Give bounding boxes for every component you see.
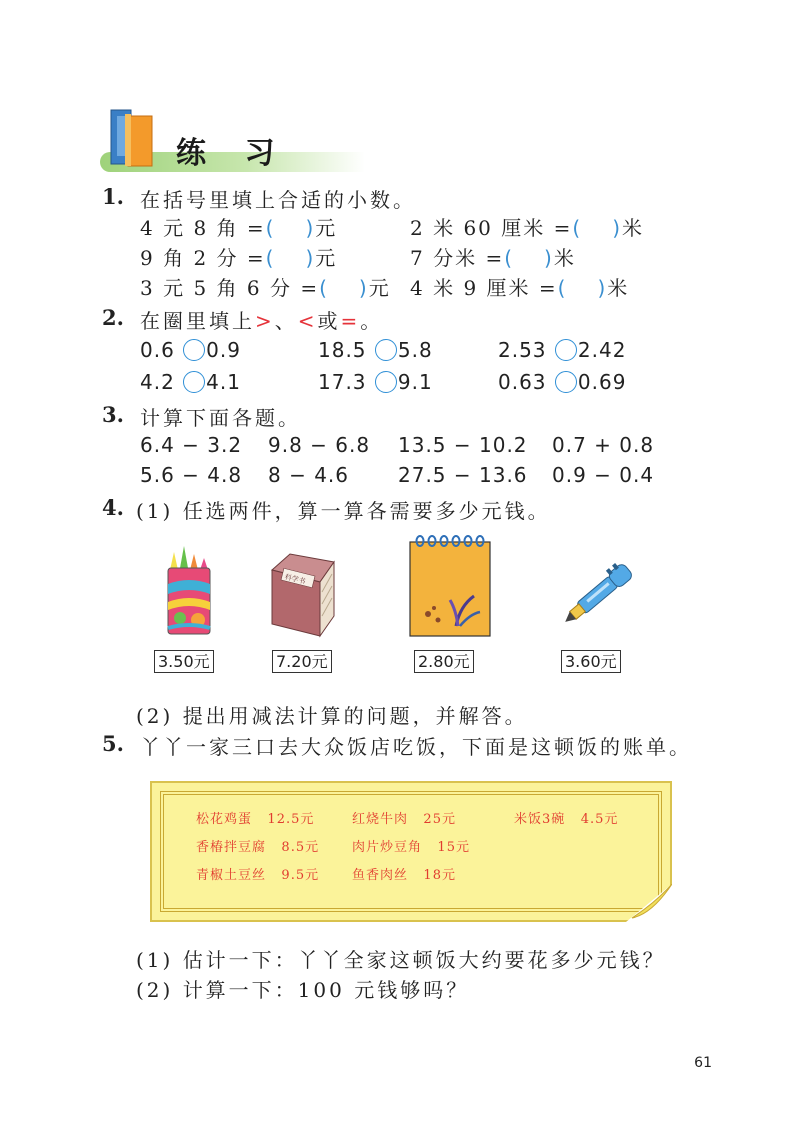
compare-item: 17.3 9.1 [318, 370, 433, 394]
expression: 5.6 − 4.8 [140, 463, 243, 487]
price-tag: 7.20元 [272, 650, 332, 673]
question-4-part1: (1) 任选两件，算一算各需要多少元钱。 [136, 499, 551, 523]
compare-circle[interactable] [555, 339, 577, 361]
question-5-sub2: (2) 计算一下：100 元钱够吗？ [136, 978, 470, 1002]
question-3-text: 计算下面各题。 [140, 406, 301, 430]
compare-circle[interactable] [555, 371, 577, 393]
question-number-4: 4. [102, 495, 124, 520]
price-tag: 3.60元 [561, 650, 621, 673]
expression: 13.5 − 10.2 [398, 433, 528, 457]
q1-row-1-right: 2 米 60 厘米 =( )米 [410, 216, 644, 240]
question-4-part2: (2) 提出用减法计算的问题，并解答。 [136, 704, 528, 728]
bill-item: 松花鸡蛋 12.5元 [196, 812, 315, 827]
bill-item: 红烧牛肉 25元 [352, 812, 456, 827]
q1-row-1-left: 4 元 8 角 =( )元 [140, 216, 338, 240]
q1-row-2-left: 9 角 2 分 =( )元 [140, 246, 338, 270]
expression: 0.7 + 0.8 [552, 433, 655, 457]
page-number: 61 [694, 1055, 712, 1071]
bill-item: 米饭3碗 4.5元 [514, 812, 619, 827]
bill-item: 肉片炒豆角 15元 [352, 840, 470, 855]
question-5-sub1: (1) 估计一下：丫丫全家这顿饭大约要花多少元钱？ [136, 948, 666, 972]
pen-icon [560, 548, 644, 634]
compare-circle[interactable] [375, 339, 397, 361]
book-icon [268, 552, 338, 638]
compare-item: 18.5 5.8 [318, 338, 433, 362]
bill-item: 鱼香肉丝 18元 [352, 868, 456, 883]
expression: 8 − 4.6 [268, 463, 350, 487]
bill-item: 青椒土豆丝 9.5元 [196, 868, 320, 883]
compare-item: 0.6 0.9 [140, 338, 241, 362]
section-title: 练 习 [176, 136, 289, 171]
question-number-2: 2. [102, 305, 124, 330]
question-1-text: 在括号里填上合适的小数。 [140, 188, 416, 212]
question-number-3: 3. [102, 402, 124, 427]
price-tag: 3.50元 [154, 650, 214, 673]
expression: 0.9 − 0.4 [552, 463, 655, 487]
compare-item: 0.63 0.69 [498, 370, 627, 394]
compare-item: 4.2 4.1 [140, 370, 241, 394]
compare-circle[interactable] [375, 371, 397, 393]
question-number-1: 1. [102, 184, 124, 209]
compare-circle[interactable] [183, 339, 205, 361]
expression: 9.8 − 6.8 [268, 433, 371, 457]
notepad-icon [404, 530, 494, 640]
expression: 27.5 − 13.6 [398, 463, 528, 487]
book-cover-label: 科学书 [283, 572, 307, 586]
q1-row-3-right: 4 米 9 厘米 =( )米 [410, 276, 630, 300]
crayons-icon [162, 540, 214, 640]
q1-row-2-right: 7 分米 =( )米 [410, 246, 576, 270]
question-number-5: 5. [102, 731, 124, 756]
expression: 6.4 − 3.2 [140, 433, 243, 457]
question-2-text: 在圈里填上>、<或=。 [140, 309, 384, 333]
page-curl-icon [626, 884, 672, 922]
compare-circle[interactable] [183, 371, 205, 393]
compare-item: 2.53 2.42 [498, 338, 627, 362]
book-stack-icon [108, 106, 156, 168]
bill-item: 香椿拌豆腐 8.5元 [196, 840, 320, 855]
price-tag: 2.80元 [414, 650, 474, 673]
q1-row-3-left: 3 元 5 角 6 分 =( )元 [140, 276, 391, 300]
question-5-text: 丫丫一家三口去大众饭店吃饭，下面是这顿饭的账单。 [140, 735, 692, 759]
